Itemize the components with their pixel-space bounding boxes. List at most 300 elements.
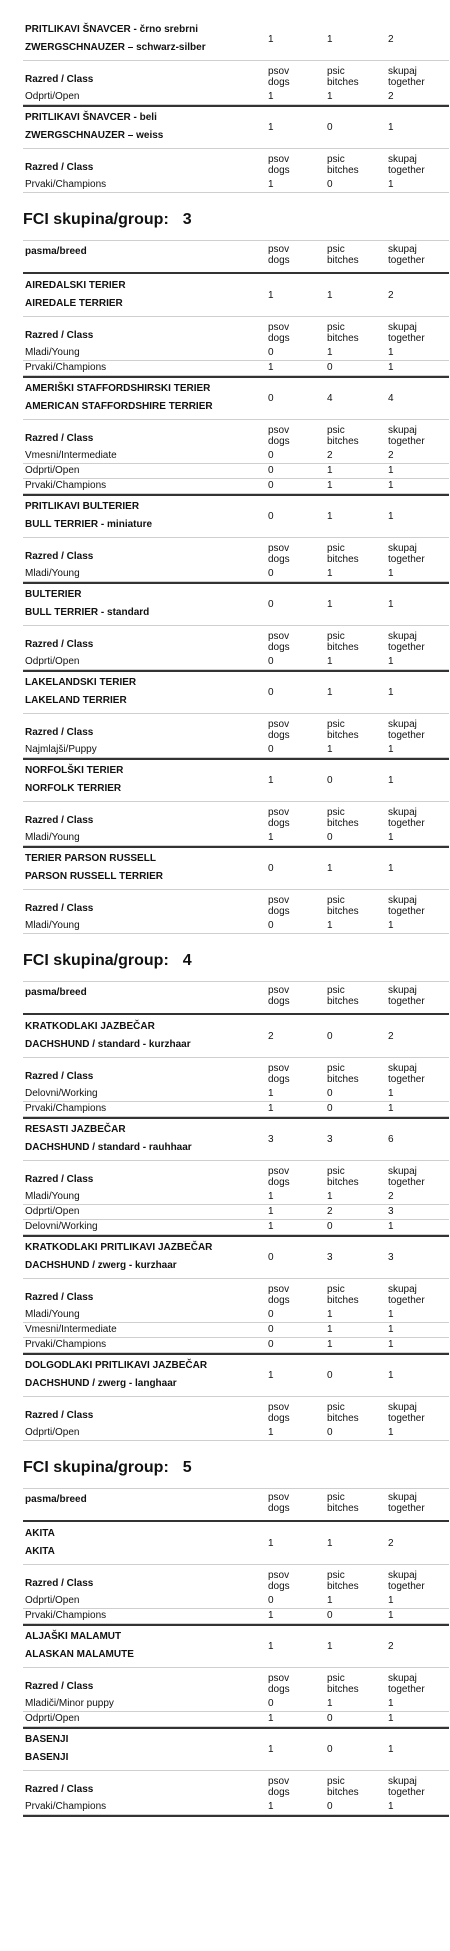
class-row-dogs: 1	[268, 832, 274, 843]
class-header-together-line2: together	[388, 1177, 425, 1188]
breed-count-together: 3	[388, 1252, 394, 1263]
class-row-dogs: 0	[268, 347, 274, 358]
breed-count-dogs: 1	[268, 34, 274, 45]
class-header-label: Razred / Class	[25, 1410, 94, 1421]
class-row-label: Odprti/Open	[25, 91, 80, 102]
breed-count-together: 1	[388, 775, 394, 786]
group-heading	[23, 210, 192, 230]
class-header-label: Razred / Class	[25, 1784, 94, 1795]
class-row-bitches: 0	[327, 1103, 333, 1114]
class-row-label: Najmlajši/Puppy	[25, 744, 97, 755]
class-header-together-line2: together	[388, 554, 425, 565]
breed-name-local: ALJAŠKI MALAMUT	[25, 1631, 122, 1642]
class-header-bitches-line1: psic	[327, 1166, 345, 1177]
class-header-dogs-line2: dogs	[268, 642, 290, 653]
breed-separator	[23, 758, 449, 760]
breed-header-together-line2: together	[388, 255, 425, 266]
breed-name-local: KRATKODLAKI JAZBEČAR	[25, 1021, 155, 1032]
class-header-together-line2: together	[388, 1413, 425, 1424]
class-header-bitches-line1: psic	[327, 631, 345, 642]
class-header-bitches-line2: bitches	[327, 165, 359, 176]
divider	[23, 537, 449, 538]
divider	[23, 1564, 449, 1565]
class-header-together-line2: together	[388, 436, 425, 447]
breed-header-rule	[23, 1520, 449, 1522]
class-header-bitches-line2: bitches	[327, 1413, 359, 1424]
breed-count-bitches: 0	[327, 1370, 333, 1381]
class-header-dogs-line2: dogs	[268, 1684, 290, 1695]
class-header-dogs-line1: psov	[268, 1063, 290, 1074]
breed-name-intl: AMERICAN STAFFORDSHIRE TERRIER	[25, 401, 213, 412]
breed-count-together: 1	[388, 687, 394, 698]
breed-name-local: DOLGODLAKI PRITLIKAVI JAZBEČAR	[25, 1360, 208, 1371]
class-header-bitches-line2: bitches	[327, 1581, 359, 1592]
breed-count-bitches: 1	[327, 1538, 333, 1549]
class-row-bitches: 1	[327, 920, 333, 931]
class-header-dogs-line1: psov	[268, 631, 290, 642]
breed-count-bitches: 0	[327, 122, 333, 133]
class-row-together: 1	[388, 179, 394, 190]
breed-header-together-line1: skupaj	[388, 244, 417, 255]
class-row-bitches: 1	[327, 465, 333, 476]
class-row-together: 1	[388, 1339, 394, 1350]
class-header-together-line1: skupaj	[388, 1063, 417, 1074]
breed-header-dogs-line2: dogs	[268, 996, 290, 1007]
class-row-dogs: 0	[268, 568, 274, 579]
class-row-dogs: 0	[268, 465, 274, 476]
class-header-together-line1: skupaj	[388, 154, 417, 165]
class-row-dogs: 0	[268, 1698, 274, 1709]
class-row-together: 2	[388, 1191, 394, 1202]
class-header-together-line1: skupaj	[388, 1570, 417, 1581]
divider	[23, 801, 449, 802]
class-row-bitches: 0	[327, 1427, 333, 1438]
divider	[23, 419, 449, 420]
class-row-dogs: 0	[268, 1309, 274, 1320]
breed-count-bitches: 1	[327, 863, 333, 874]
group-heading-prefix: FCI skupina/group:	[23, 1459, 169, 1476]
class-row-dogs: 1	[268, 1221, 274, 1232]
breed-count-together: 2	[388, 34, 394, 45]
row-divider	[23, 463, 449, 464]
breed-count-bitches: 0	[327, 775, 333, 786]
class-header-bitches-line2: bitches	[327, 1177, 359, 1188]
breed-name-local: AIREDALSKI TERIER	[25, 280, 126, 291]
class-header-together-line2: together	[388, 906, 425, 917]
class-row-dogs: 0	[268, 1339, 274, 1350]
class-row-label: Odprti/Open	[25, 656, 80, 667]
class-row-dogs: 1	[268, 1713, 274, 1724]
class-row-bitches: 1	[327, 744, 333, 755]
class-row-dogs: 0	[268, 656, 274, 667]
class-header-together-line1: skupaj	[388, 807, 417, 818]
class-row-together: 1	[388, 362, 394, 373]
breed-count-dogs: 1	[268, 775, 274, 786]
class-header-bitches-line2: bitches	[327, 730, 359, 741]
breed-count-dogs: 0	[268, 1252, 274, 1263]
breed-header-dogs-line2: dogs	[268, 1503, 290, 1514]
class-header-label: Razred / Class	[25, 433, 94, 444]
divider	[23, 1057, 449, 1058]
row-divider	[23, 1101, 449, 1102]
class-row-label: Prvaki/Champions	[25, 1339, 107, 1350]
breed-name-intl: PARSON RUSSELL TERRIER	[25, 871, 163, 882]
class-header-bitches-line1: psic	[327, 322, 345, 333]
breed-separator	[23, 1624, 449, 1626]
breed-count-together: 1	[388, 122, 394, 133]
class-header-together-line2: together	[388, 77, 425, 88]
class-header-dogs-line2: dogs	[268, 1177, 290, 1188]
group-heading-prefix: FCI skupina/group:	[23, 211, 169, 228]
breed-name-intl: BASENJI	[25, 1752, 69, 1763]
class-row-label: Odprti/Open	[25, 465, 80, 476]
class-row-together: 1	[388, 832, 394, 843]
class-row-bitches: 1	[327, 91, 333, 102]
class-row-label: Prvaki/Champions	[25, 179, 107, 190]
class-row-bitches: 1	[327, 347, 333, 358]
breed-header-bitches-line1: psic	[327, 244, 345, 255]
class-row-dogs: 1	[268, 1206, 274, 1217]
divider	[23, 1770, 449, 1771]
class-row-bitches: 1	[327, 656, 333, 667]
class-header-bitches-line1: psic	[327, 154, 345, 165]
class-row-label: Mladi/Young	[25, 347, 80, 358]
class-header-dogs-line2: dogs	[268, 818, 290, 829]
class-row-label: Delovni/Working	[25, 1088, 98, 1099]
breed-name-local: AKITA	[25, 1528, 55, 1539]
class-header-dogs-line1: psov	[268, 807, 290, 818]
class-row-together: 1	[388, 1221, 394, 1232]
class-header-label: Razred / Class	[25, 74, 94, 85]
class-header-together-line2: together	[388, 333, 425, 344]
class-header-bitches-line1: psic	[327, 1063, 345, 1074]
class-row-together: 1	[388, 1713, 394, 1724]
divider	[23, 1396, 449, 1397]
breed-count-together: 2	[388, 290, 394, 301]
breed-header-rule	[23, 272, 449, 274]
class-row-bitches: 1	[327, 1698, 333, 1709]
class-row-label: Odprti/Open	[25, 1713, 80, 1724]
class-header-label: Razred / Class	[25, 330, 94, 341]
class-row-bitches: 1	[327, 1595, 333, 1606]
breed-header-dogs-line1: psov	[268, 244, 290, 255]
breed-count-bitches: 1	[327, 599, 333, 610]
divider	[23, 316, 449, 317]
breed-count-together: 1	[388, 511, 394, 522]
class-row-dogs: 1	[268, 1103, 274, 1114]
breed-separator	[23, 1235, 449, 1237]
row-divider	[23, 192, 449, 193]
breed-name-intl: DACHSHUND / standard - kurzhaar	[25, 1039, 191, 1050]
class-header-bitches-line1: psic	[327, 1776, 345, 1787]
class-row-bitches: 0	[327, 179, 333, 190]
divider	[23, 713, 449, 714]
class-row-bitches: 0	[327, 1610, 333, 1621]
class-row-bitches: 0	[327, 1088, 333, 1099]
breed-header-together-line1: skupaj	[388, 1492, 417, 1503]
class-row-together: 1	[388, 465, 394, 476]
class-header-bitches-line1: psic	[327, 1570, 345, 1581]
class-row-together: 2	[388, 91, 394, 102]
breed-count-together: 2	[388, 1031, 394, 1042]
breed-header-dogs-line2: dogs	[268, 255, 290, 266]
class-header-label: Razred / Class	[25, 1578, 94, 1589]
class-row-dogs: 1	[268, 1427, 274, 1438]
breed-name-intl: DACHSHUND / standard - rauhhaar	[25, 1142, 192, 1153]
breed-header-together-line2: together	[388, 1503, 425, 1514]
row-divider	[23, 1440, 449, 1441]
row-divider	[23, 1337, 449, 1338]
breed-separator	[23, 582, 449, 584]
breed-count-bitches: 1	[327, 687, 333, 698]
breed-separator	[23, 670, 449, 672]
class-row-dogs: 1	[268, 1610, 274, 1621]
class-header-together-line1: skupaj	[388, 1673, 417, 1684]
breed-count-dogs: 0	[268, 393, 274, 404]
breed-header-bitches-line1: psic	[327, 985, 345, 996]
class-row-dogs: 1	[268, 362, 274, 373]
class-header-dogs-line1: psov	[268, 1402, 290, 1413]
breed-count-dogs: 1	[268, 290, 274, 301]
class-header-bitches-line1: psic	[327, 719, 345, 730]
breed-header-label: pasma/breed	[25, 1494, 87, 1505]
breed-header-bitches-line2: bitches	[327, 996, 359, 1007]
breed-count-together: 1	[388, 1370, 394, 1381]
class-header-bitches-line1: psic	[327, 543, 345, 554]
breed-count-dogs: 2	[268, 1031, 274, 1042]
class-header-together-line2: together	[388, 730, 425, 741]
class-header-dogs-line1: psov	[268, 543, 290, 554]
class-header-dogs-line1: psov	[268, 322, 290, 333]
class-row-label: Odprti/Open	[25, 1206, 80, 1217]
class-header-dogs-line1: psov	[268, 719, 290, 730]
breed-count-together: 1	[388, 599, 394, 610]
breed-count-bitches: 0	[327, 1031, 333, 1042]
breed-count-dogs: 3	[268, 1134, 274, 1145]
class-row-label: Odprti/Open	[25, 1427, 80, 1438]
class-header-bitches-line1: psic	[327, 1284, 345, 1295]
breed-name-intl: BULL TERRIER - miniature	[25, 519, 153, 530]
class-header-dogs-line2: dogs	[268, 333, 290, 344]
class-header-dogs-line1: psov	[268, 425, 290, 436]
class-header-bitches-line2: bitches	[327, 1684, 359, 1695]
class-row-together: 1	[388, 744, 394, 755]
class-header-bitches-line2: bitches	[327, 436, 359, 447]
class-header-dogs-line2: dogs	[268, 165, 290, 176]
class-header-dogs-line2: dogs	[268, 554, 290, 565]
breed-name-local: AMERIŠKI STAFFORDSHIRSKI TERIER	[25, 383, 211, 394]
class-row-bitches: 2	[327, 450, 333, 461]
class-row-together: 3	[388, 1206, 394, 1217]
row-divider	[23, 1322, 449, 1323]
class-row-label: Mladi/Young	[25, 568, 80, 579]
class-header-dogs-line2: dogs	[268, 1295, 290, 1306]
breed-name-intl: LAKELAND TERRIER	[25, 695, 127, 706]
class-row-label: Mladi/Young	[25, 1191, 80, 1202]
divider	[23, 625, 449, 626]
class-header-together-line1: skupaj	[388, 719, 417, 730]
breed-name-local: BASENJI	[25, 1734, 69, 1745]
breed-separator	[23, 1353, 449, 1355]
class-row-bitches: 1	[327, 1309, 333, 1320]
class-header-label: Razred / Class	[25, 1174, 94, 1185]
class-header-dogs-line2: dogs	[268, 730, 290, 741]
class-row-together: 1	[388, 347, 394, 358]
breed-header-dogs-line1: psov	[268, 1492, 290, 1503]
breed-header-rule	[23, 1013, 449, 1015]
class-row-label: Prvaki/Champions	[25, 480, 107, 491]
class-row-label: Prvaki/Champions	[25, 1103, 107, 1114]
class-header-dogs-line2: dogs	[268, 1581, 290, 1592]
class-header-bitches-line1: psic	[327, 1673, 345, 1684]
class-row-dogs: 0	[268, 744, 274, 755]
class-row-together: 2	[388, 450, 394, 461]
class-header-together-line1: skupaj	[388, 895, 417, 906]
class-row-bitches: 1	[327, 480, 333, 491]
breed-name-local: LAKELANDSKI TERIER	[25, 677, 137, 688]
divider	[23, 1160, 449, 1161]
class-row-together: 1	[388, 656, 394, 667]
class-row-dogs: 1	[268, 1801, 274, 1812]
class-row-bitches: 2	[327, 1206, 333, 1217]
class-row-together: 1	[388, 1610, 394, 1621]
group-heading	[23, 951, 192, 971]
class-row-dogs: 0	[268, 920, 274, 931]
class-header-together-line2: together	[388, 1684, 425, 1695]
class-header-dogs-line2: dogs	[268, 77, 290, 88]
class-header-together-line2: together	[388, 1787, 425, 1798]
class-header-label: Razred / Class	[25, 1681, 94, 1692]
class-header-together-line1: skupaj	[388, 631, 417, 642]
class-row-together: 1	[388, 920, 394, 931]
row-divider	[23, 1219, 449, 1220]
group-top-rule	[23, 981, 449, 982]
class-header-dogs-line2: dogs	[268, 906, 290, 917]
breed-count-dogs: 1	[268, 1641, 274, 1652]
breed-name-local: TERIER PARSON RUSSELL	[25, 853, 156, 864]
class-row-dogs: 1	[268, 1088, 274, 1099]
row-divider	[23, 360, 449, 361]
class-row-label: Prvaki/Champions	[25, 362, 107, 373]
class-row-together: 1	[388, 1595, 394, 1606]
class-row-label: Prvaki/Champions	[25, 1610, 107, 1621]
class-header-together-line1: skupaj	[388, 1776, 417, 1787]
breed-name-intl: DACHSHUND / zwerg - kurzhaar	[25, 1260, 177, 1271]
group-heading-prefix: FCI skupina/group:	[23, 952, 169, 969]
breed-header-bitches-line2: bitches	[327, 255, 359, 266]
breed-name-intl: NORFOLK TERRIER	[25, 783, 122, 794]
row-divider	[23, 1608, 449, 1609]
breed-count-dogs: 1	[268, 1370, 274, 1381]
class-header-bitches-line2: bitches	[327, 642, 359, 653]
breed-count-together: 2	[388, 1538, 394, 1549]
breed-name-local: PRITLIKAVI ŠNAVCER - črno srebrni	[25, 24, 198, 35]
breed-name-intl: ZWERGSCHNAUZER – weiss	[25, 130, 164, 141]
class-header-dogs-line2: dogs	[268, 1787, 290, 1798]
breed-name-intl: DACHSHUND / zwerg - langhaar	[25, 1378, 177, 1389]
class-row-dogs: 1	[268, 179, 274, 190]
breed-count-bitches: 1	[327, 290, 333, 301]
breed-header-label: pasma/breed	[25, 246, 87, 257]
class-row-bitches: 1	[327, 1324, 333, 1335]
class-row-label: Mladiči/Minor puppy	[25, 1698, 114, 1709]
class-header-dogs-line1: psov	[268, 154, 290, 165]
breed-separator	[23, 1815, 449, 1817]
class-header-bitches-line2: bitches	[327, 1074, 359, 1085]
class-row-label: Odprti/Open	[25, 1595, 80, 1606]
class-header-together-line1: skupaj	[388, 1166, 417, 1177]
breed-separator	[23, 1727, 449, 1729]
class-header-together-line1: skupaj	[388, 425, 417, 436]
class-header-together-line1: skupaj	[388, 1402, 417, 1413]
class-header-bitches-line2: bitches	[327, 333, 359, 344]
breed-separator	[23, 494, 449, 496]
breed-count-bitches: 1	[327, 511, 333, 522]
breed-header-bitches-line1: psic	[327, 1492, 345, 1503]
class-header-bitches-line2: bitches	[327, 77, 359, 88]
breed-name-intl: ALASKAN MALAMUTE	[25, 1649, 134, 1660]
breed-count-bitches: 4	[327, 393, 333, 404]
breed-count-bitches: 3	[327, 1252, 333, 1263]
class-header-bitches-line1: psic	[327, 1402, 345, 1413]
class-header-dogs-line1: psov	[268, 1166, 290, 1177]
class-header-dogs-line2: dogs	[268, 1413, 290, 1424]
class-row-together: 1	[388, 1698, 394, 1709]
class-header-dogs-line1: psov	[268, 1776, 290, 1787]
class-row-dogs: 0	[268, 480, 274, 491]
breed-separator	[23, 376, 449, 378]
row-divider	[23, 1711, 449, 1712]
class-header-together-line2: together	[388, 1074, 425, 1085]
group-top-rule	[23, 1488, 449, 1489]
class-header-together-line1: skupaj	[388, 1284, 417, 1295]
divider	[23, 1278, 449, 1279]
class-row-together: 1	[388, 1801, 394, 1812]
breed-count-bitches: 0	[327, 1744, 333, 1755]
class-row-label: Mladi/Young	[25, 832, 80, 843]
class-row-dogs: 0	[268, 1324, 274, 1335]
breed-header-together-line1: skupaj	[388, 985, 417, 996]
breed-name-intl: AIREDALE TERRIER	[25, 298, 123, 309]
divider	[23, 1667, 449, 1668]
class-header-dogs-line1: psov	[268, 895, 290, 906]
breed-count-together: 1	[388, 1744, 394, 1755]
breed-separator	[23, 105, 449, 107]
class-header-label: Razred / Class	[25, 551, 94, 562]
class-header-together-line1: skupaj	[388, 322, 417, 333]
class-row-label: Vmesni/Intermediate	[25, 450, 117, 461]
class-header-bitches-line2: bitches	[327, 818, 359, 829]
breed-count-dogs: 0	[268, 599, 274, 610]
row-divider	[23, 1204, 449, 1205]
class-header-label: Razred / Class	[25, 639, 94, 650]
divider	[23, 60, 449, 61]
breed-count-dogs: 1	[268, 1744, 274, 1755]
breed-header-dogs-line1: psov	[268, 985, 290, 996]
breed-count-together: 4	[388, 393, 394, 404]
breed-count-together: 2	[388, 1641, 394, 1652]
class-header-dogs-line1: psov	[268, 1284, 290, 1295]
class-header-dogs-line1: psov	[268, 1570, 290, 1581]
divider	[23, 889, 449, 890]
breed-header-together-line2: together	[388, 996, 425, 1007]
class-row-bitches: 1	[327, 568, 333, 579]
breed-count-dogs: 1	[268, 1538, 274, 1549]
class-header-together-line1: skupaj	[388, 543, 417, 554]
group-number: 5	[182, 1459, 192, 1476]
breed-name-intl: BULL TERRIER - standard	[25, 607, 150, 618]
class-row-bitches: 1	[327, 1339, 333, 1350]
